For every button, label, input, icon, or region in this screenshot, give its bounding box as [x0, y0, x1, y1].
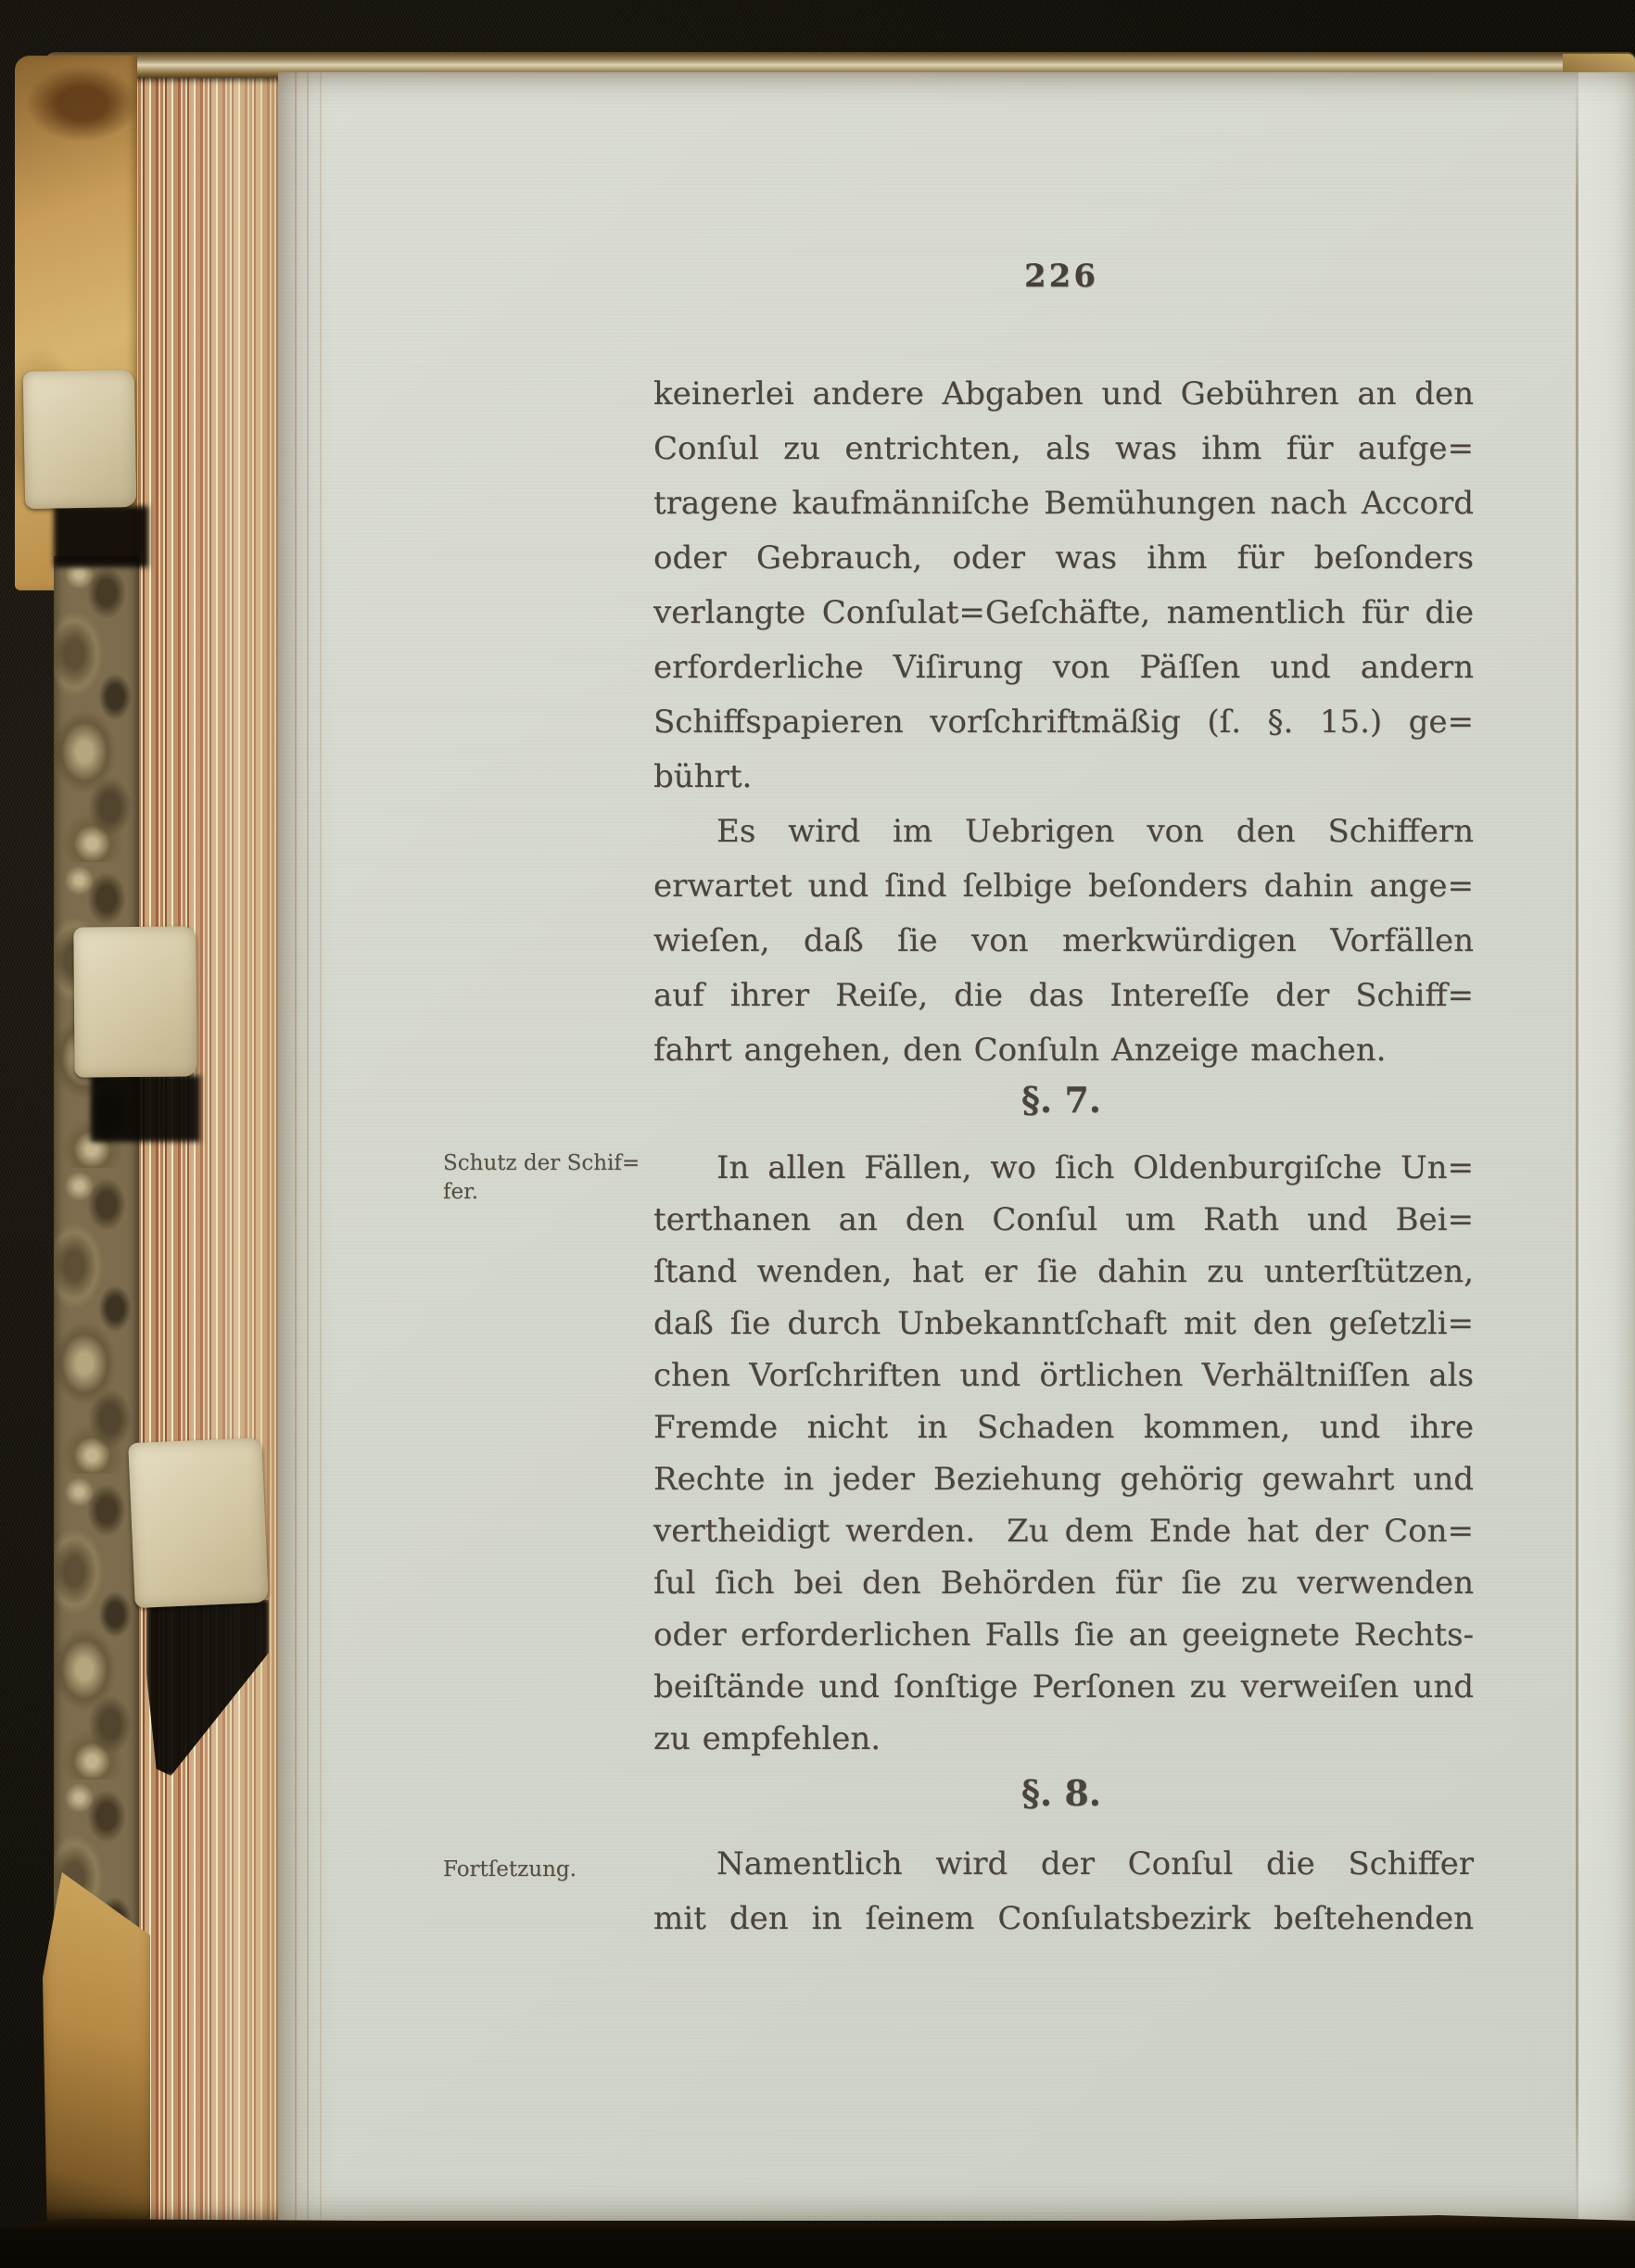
text-line: chen Vorſchriften und örtlichen Verhältniſſen als [653, 1357, 1474, 1394]
paragraph-section7-text [653, 1142, 1474, 1765]
book-page [278, 72, 1635, 2221]
bottom-shadow [0, 2215, 1635, 2268]
tab-shadow [54, 506, 148, 567]
text-line: Conſul zu entrichten, als was ihm für aufge= [653, 430, 1474, 467]
gutter-hairline [307, 72, 309, 2221]
vellum-tab-middle [73, 926, 196, 1077]
vellum-tab-top [23, 370, 137, 509]
page-number: 226 [1024, 258, 1098, 295]
text-line: ſtand wenden, hat er ſie dahin zu unterſtützen, [653, 1253, 1474, 1290]
gutter-hairline [295, 72, 297, 2221]
margin-note-line: fer. [443, 1180, 478, 1204]
text-line: erwartet und ſind ſelbige beſonders dahin ange= [653, 868, 1474, 905]
margin-note-line: Fortſetzung. [443, 1857, 577, 1882]
vellum-tab-lower [128, 1438, 269, 1608]
paragraph-section6-text [653, 367, 1474, 1078]
tab-shadow [91, 1075, 200, 1142]
text-line: Rechte in jeder Beziehung gehörig gewahrt und [653, 1461, 1474, 1498]
leather-cover-corner-bottom [43, 1872, 150, 2223]
text-line: erforderliche Viſirung von Päſſen und andern [653, 649, 1474, 686]
text-line: zu empfehlen. [653, 1720, 881, 1757]
text-line: ſul ſich bei den Behörden für ſie zu verwenden [653, 1565, 1474, 1602]
gutter-hairline [320, 72, 322, 2221]
text-line: daß ſie durch Unbekanntſchaft mit den geſetzli= [653, 1305, 1474, 1342]
margin-note-line: Schutz der Schif= [443, 1151, 640, 1175]
text-line: bührt. [653, 758, 753, 795]
text-line: vertheidigt werden. Zu dem Ende hat der Con= [653, 1513, 1474, 1550]
section-heading-7: §. 7. [1020, 1079, 1101, 1121]
text-line: tragene kaufmänniſche Bemühungen nach Accord [653, 485, 1474, 522]
section-heading-8: §. 8. [1020, 1772, 1101, 1814]
marbled-cover-edge [54, 556, 139, 1928]
text-line: In allen Fällen, wo ſich Oldenburgiſche Un= [716, 1149, 1474, 1186]
text-line: oder erforderlichen Falls ſie an geeignete Rechts- [653, 1616, 1474, 1653]
text-line: Namentlich wird der Conſul die Schiffer [716, 1845, 1474, 1882]
text-line: wieſen, daß ſie von merkwürdigen Vorfällen [653, 922, 1474, 959]
text-line: Fremde nicht in Schaden kommen, und ihre [653, 1409, 1474, 1446]
text-line: beiſtände und ſonſtige Perſonen zu verweiſen und [653, 1668, 1474, 1705]
margin-note-fortsetzung [443, 1856, 642, 1884]
text-line: Schiffspapieren vorſchriftmäßig (ſ. §. 15.) ge= [653, 703, 1474, 741]
text-line: mit den in ſeinem Conſulatsbezirk beſtehenden [653, 1900, 1474, 1937]
margin-note-schutz-der-schiffer [443, 1149, 642, 1207]
paragraph-section8-text [653, 1837, 1474, 1946]
facing-page-edge [1578, 72, 1635, 2221]
text-line: terthanen an den Conſul um Rath und Bei= [653, 1201, 1474, 1238]
text-line: Es wird im Uebrigen von den Schiffern [716, 813, 1474, 850]
text-line: fahrt angehen, den Conſuln Anzeige machen. [653, 1032, 1387, 1069]
text-line: oder Gebrauch, oder was ihm für beſonders [653, 539, 1474, 577]
text-line: auf ihrer Reiſe, die das Intereſſe der Schiff= [653, 977, 1474, 1014]
text-line: verlangte Conſulat=Geſchäfte, namentlich für die [653, 594, 1474, 631]
text-line: keinerlei andere Abgaben und Gebühren an den [653, 375, 1474, 412]
